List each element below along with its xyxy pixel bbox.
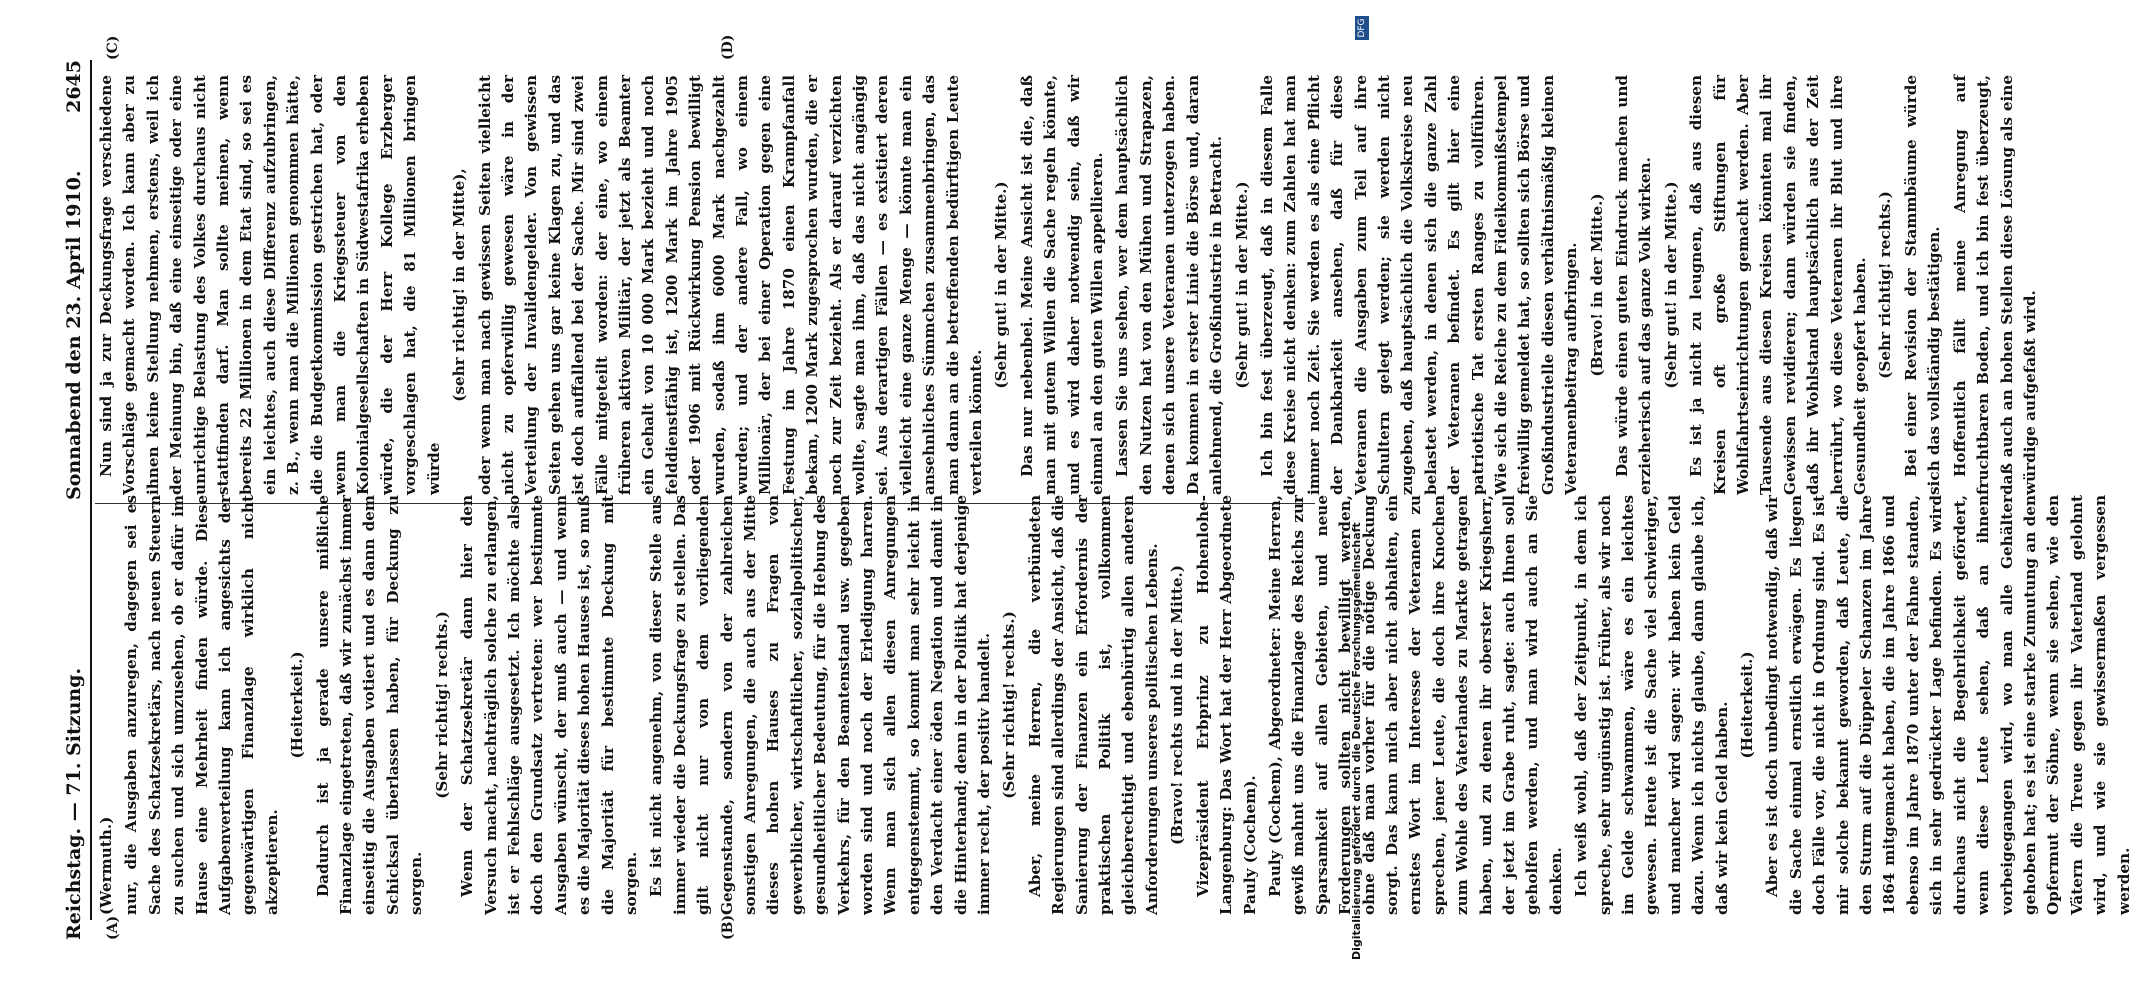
interjection: (Heiterkeit.): [288, 651, 307, 759]
margin-marker-c: (C): [105, 35, 121, 60]
interjection: (sehr richtig! in der Mitte),: [450, 168, 469, 402]
paragraph: Aber es ist doch unbedingt notwendig, daß wir die Sache einmal ernstlich erwägen. Es liegen doch Fälle vor, die nicht in Ordnung sind. Es ist mir solche bekannt geworden, daß Leute, die den Sturm auf die Düppeler Schanzen im Jahre 1864 mitgemacht haben, die im Jahre 1866 und ebenso im Jahre 1870 unter der Fahne standen, sich in sehr gedrückter Lage befinden. Es wird durchaus nicht die Begehrlichkeit gefördert, wenn diese Leute sehen, daß an ihnen vorbeigegangen wird, wo man alle Gehälter gehoben hat; es ist eine starke Zumutung an den Opfermut der Söhne, wenn sie sehen, wie den Vätern die Treue gegen ihr Vaterland gelohnt wird, und wie sie gewissermaßen vergessen werden.: [1763, 495, 2133, 915]
header-left: Reichstag. — 71. Sitzung.: [63, 667, 85, 940]
interjection: (Sehr gut! in der Mitte.): [1661, 181, 1680, 389]
interjection: (Heiterkeit.): [1738, 651, 1757, 759]
paragraph: Aber, meine Herren, die verbündeten Regierungen sind allerdings der Ansicht, daß die Sanierung der Finanzen ein Erfordernis der praktischen Politik ist, vollkommen gleichberechtigt und ebenbürtig allen anderen Anforderungen unseres politischen Lebens.: [1025, 495, 1161, 915]
paragraph: Lassen Sie uns sehen, wer dem hauptsächlich den Nutzen hat von den Mühen und Strapazen, denen sich unsere Veteranen unterzogen haben. Da kommen in erster Linie die Börse und, daran anlehnend, die Großindustrie in Betracht.: [1113, 75, 1226, 495]
paragraph: Es ist ja nicht zu leugnen, daß aus diesen Kreisen oft große Stiftungen für Wohlfahrtseinrichtungen gemacht werden. Aber Tausende aus diesen Kreisen könnten mal ihr Gewissen revidieren; dann würden sie finden, daß ihr Wohlstand hauptsächlich aus der Zeit herrührt, wo diese Veteranen ihr Blut und ihre Gesundheit geopfert haben.: [1687, 75, 1870, 495]
digitization-credit: Digitalisierung gefördert durch die Deutsche Forschungsgemeinschaft: [1350, 522, 1363, 960]
margin-marker-d: (D): [720, 34, 736, 60]
interjection: (Sehr gut! in der Mitte.): [1232, 181, 1251, 389]
paragraph: Das nur nebenbei. Meine Ansicht ist die, daß man mit gutem Willen die Sache regeln könnte, und es wird daher notwendig sein, daß wir einmal an den guten Willen appellieren.: [1017, 75, 1107, 495]
paragraph: Nun sind ja zur Deckungsfrage verschiedene Vorschläge gemacht worden. Ich kann aber zu ihnen keine Stellung nehmen, erstens, weil ich der Meinung bin, daß eine einseitige oder eine unrichtige Belastung des Volkes durchaus nicht stattfinden darf. Man sollte meinen, wenn bereits 22 Millionen in dem Etat sind, so sei es ein leichtes, auch diese Differenz aufzubringen, z. B., wenn man die Millionen genommen hätte, die die Budgetkommission gestrichen hat, oder wenn man die Kriegssteuer von den Kolonialgesellschaften in Südwestafrika erheben würde, die der Herr Kollege Erzberger vorgeschlagen hat, die 81 Millionen bringen würde: [97, 75, 443, 495]
paragraph: Hoffentlich fällt meine Anregung auf fruchtbaren Boden, und ich bin fest überzeugt, daß auch an hohen Stellen diese Lösung als eine würdige aufgefaßt wird.: [1950, 75, 2039, 495]
paragraph: (Wermuth.): [97, 816, 115, 915]
interjection: (Sehr richtig! rechts.): [1000, 611, 1019, 799]
interjection: (Sehr gut! in der Mitte.): [992, 181, 1011, 389]
paragraph: Wenn der Schatzsekretär dann hier den Versuch macht, nachträglich solche zu erlangen, ist er Fehlschläge ausgesetzt. Ich möchte also doch den Grundsatz vertreten: wer bestimmte Ausgaben wünscht, der muß auch — und wenn es die Majorität dieses hohen Hauses ist, so muß die Majorität für bestimmte Deckung mit sorgen.: [458, 495, 640, 915]
paragraph: nur, die Ausgaben anzuregen, dagegen sei es Sache des Schatzsekretärs, nach neuen Steuern zu suchen und sich umzusehen, ob er dafür im Hause eine Mehrheit finden würde. Diese Aufgabenverteilung kann ich angesichts der gegenwärtigen Finanzlage wirklich nicht akzeptieren.: [122, 495, 281, 915]
paragraph: Ich weiß wohl, daß der Zeitpunkt, in dem ich spreche, sehr ungünstig ist. Früher, als wir noch im Gelde schwammen, wäre es ein leichtes gewesen. Heute ist die Sache viel schwieriger, und mancher wird sagen: wir haben kein Geld dazu. Wenn ich nichts glaube, dann glaube ich, daß wir kein Geld haben.: [1572, 495, 1731, 915]
interjection: (Bravo! rechts und in der Mitte.): [1168, 565, 1187, 845]
header-rule: [90, 60, 92, 920]
paragraph: Vizepräsident Erbprinz zu Hohenlohe-Langenburg: Das Wort hat der Herr Abgeordnete Pauly (Cochem).: [1193, 495, 1259, 915]
paragraph: Ich bin fest überzeugt, daß in diesem Falle diese Kreise nicht denken: zum Zahlen hat man immer noch Zeit. Sie werden es als eine Pflicht der Dankbarkeit ansehen, daß für diese Veteranen die Ausgaben zum Teil auf ihre Schultern gelegt werden; sie werden nicht zugeben, daß hauptsächlich die Volkskreise neu belastet werden, in denen sich die ganze Zahl der Veteranen befindet. Es gilt hier eine patriotische Tat ersten Ranges zu vollführen. Wie sich die Reiche zu dem Fideikommißstempel freiwillig gemeldet hat, so sollten sich Börse und Großindustrielle diesen verhältnismäßig kleinen Veteranenbeitrag aufbringen.: [1257, 75, 1581, 495]
dfg-logo: DFG: [1355, 16, 1369, 40]
interjection: (Sehr richtig! rechts.): [432, 611, 451, 799]
page-header: [55, 60, 95, 940]
paragraph: Es ist nicht angenehm, von dieser Stelle aus immer wieder die Deckungsfrage zu stellen. Das gilt nicht nur von dem vorliegenden Gegenstande, sondern von der zahlreichen sonstigen Anregungen, die auch aus der Mitte dieses hohen Hauses zu Fragen von gewerblicher, wirtschaftlicher, sozialpolitischer, gesundheitlicher Bedeutung, für die Hebung des Verkehrs, für den Beamtenstand usw. gegeben worden sind und noch der Erledigung harren. Wenn man sich allen diesen Anregungen entgegenstemmt, so kommt man sehr leicht in den Verdacht einer öden Negation und damit in die Hinterhand; denn in der Politik hat derjenige immer recht, der positiv handelt.: [647, 495, 994, 915]
paragraph: oder wenn man nach gewissen Seiten vielleicht nicht zu opferwillig gewesen wäre in der Verteilung der Invalidengelder. Von gewissen Seiten gehen uns gar keine Klagen zu, und das ist doch auffallend bei der Sache. Mir sind zwei Fälle mitgeteilt worden: der eine, wo einem früheren aktiven Militär, der jetzt als Beamter ein Gehalt von 10 000 Mark bezieht und noch felddienstfähig ist, 1200 Mark im Jahre 1905 oder 1906 mit Rückwirkung Pension bewilligt wurden, sodaß ihm 6000 Mark nachgezahlt wurden; und der andere Fall, wo einem Millionär, der bei einer Operation gegen eine Festung im Jahre 1870 einen Krampfanfall bekam, 1200 Mark zugesprochen wurden, die er noch zur Zeit bezieht. Als er darauf verzichten wollte, sagte man ihm, daß das nicht angängig sei. Aus derartigen Fällen — es existiert deren vielleicht eine ganze Menge — könnte man ein ansehnliches Sümmchen zusammenbringen, das man dann an die betreffenden bedürftigen Leute verteilen könnte.: [475, 75, 986, 495]
margin-marker-b: (B): [720, 914, 736, 940]
margin-marker-a: (A): [105, 915, 121, 940]
left-column: [95, 495, 2138, 915]
paragraph: Dadurch ist ja gerade unsere mißliche Finanzlage eingetreten, daß wir zunächst immer einseitig die Ausgaben votiert und es dann dem Schicksal überlassen haben, für Deckung zu sorgen.: [313, 495, 426, 915]
interjection: (Sehr richtig! rechts.): [1876, 191, 1895, 379]
page-number: 2645: [63, 60, 85, 113]
header-center: Sonnabend den 23. April 1910.: [63, 170, 85, 500]
paragraph: Das würde einen guten Eindruck machen und erzieherisch auf das ganze Volk wirken.: [1613, 75, 1655, 495]
paragraph: Bei einer Revision der Stammbäume würde sich das vollständig bestätigen.: [1901, 75, 1944, 495]
right-column: [95, 75, 2044, 495]
paragraph: Pauly (Cochem), Abgeordneter: Meine Herren, gewiß mahnt uns die Finanzlage des Reichs zur Sparsamkeit auf allen Gebieten, und neue Forderungen sollten nicht bewilligt werden, ohne daß man vorher für die nötige Deckung sorgt. Das kann mich aber nicht abhalten, ein ernstes Wort im Interesse der Veteranen zu sprechen, jener Leute, die doch ihre Knochen zum Wohle des Vaterlandes zu Markte getragen haben, und zu denen ihr oberster Kriegsherr, der jetzt im Grabe ruht, sagte: auch Ihnen soll geholfen werden, und man wird auch an Sie denken.: [1265, 495, 1565, 915]
interjection: (Bravo! in der Mitte.): [1587, 193, 1606, 377]
